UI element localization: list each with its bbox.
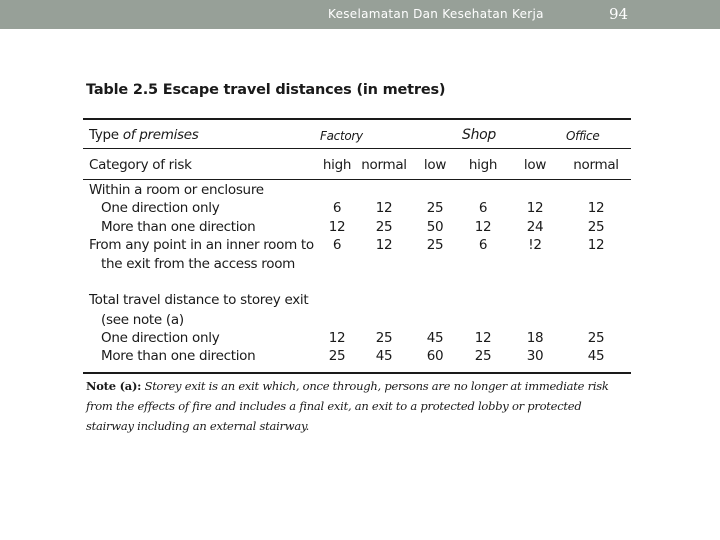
page-number: 94 [609,5,629,23]
row-label: Total travel distance to storey exit [89,292,309,308]
row-label: Within a room or enclosure [89,182,264,198]
table-cell: 25 [474,348,492,364]
table-cell: 6 [478,237,488,253]
category-of-risk-label: Category of risk [89,157,192,173]
table-cell: 25 [587,219,605,235]
table-cell: 12 [474,330,492,346]
note-label: Note (a): [86,379,142,393]
table-cell: 25 [426,200,444,216]
row-label: More than one direction [101,348,256,364]
risk-header-2: low [423,157,447,173]
table-cell: 12 [474,219,492,235]
table-cell: !2 [528,237,542,253]
table-cell: 45 [375,348,393,364]
table-cell: 6 [332,200,342,216]
table-cell: 12 [328,219,346,235]
table-cell: 45 [426,330,444,346]
table-note [86,376,631,436]
shop-header: Shop [462,127,497,143]
risk-header-3: high [468,157,498,173]
row-label: From any point in an inner room to [89,237,314,253]
slide-header-title: Keselamatan Dan Kesehatan Kerja [328,7,544,21]
table-cell: 45 [587,348,605,364]
header-bottom-rule [83,179,631,180]
header-divider-rule [83,148,631,149]
row-label: One direction only [101,200,220,216]
table-cell: 12 [587,200,605,216]
risk-header-1: normal [361,157,407,173]
table-cell: 30 [526,348,544,364]
office-header: Office [566,129,600,143]
table-cell: 25 [375,219,393,235]
table-cell: 12 [587,237,605,253]
table-cell: 12 [526,200,544,216]
table-top-rule [83,118,631,120]
table-cell: 60 [426,348,444,364]
row-label: (see note (a) [101,312,184,328]
risk-header-5: normal [573,157,619,173]
table-cell: 12 [375,200,393,216]
table-cell: 25 [587,330,605,346]
table-bottom-rule [83,372,631,374]
table-cell: 18 [526,330,544,346]
table-cell: 25 [426,237,444,253]
type-of-premises-label [89,127,199,143]
table-cell: 6 [332,237,342,253]
table-cell: 12 [328,330,346,346]
row-label: One direction only [101,330,220,346]
factory-header: Factory [320,129,363,143]
risk-header-0: high [322,157,352,173]
table-cell: 12 [375,237,393,253]
row-label: More than one direction [101,219,256,235]
note-text: Storey exit is an exit which, once through, persons are no longer at immediate risk from the effects of fire and includes a final exit, an exit to a protected lobby or protected stairway including an external stairway. [86,379,609,433]
table-cell: 6 [478,200,488,216]
risk-header-4: low [523,157,547,173]
table-cell: 50 [426,219,444,235]
table-cell: 25 [375,330,393,346]
table-cell: 25 [328,348,346,364]
table-cell: 24 [526,219,544,235]
row-label: the exit from the access room [101,256,295,272]
table-title: Table 2.5 Escape travel distances (in metres) [86,82,446,98]
type-of-premises-text: Type of premises [89,127,199,143]
